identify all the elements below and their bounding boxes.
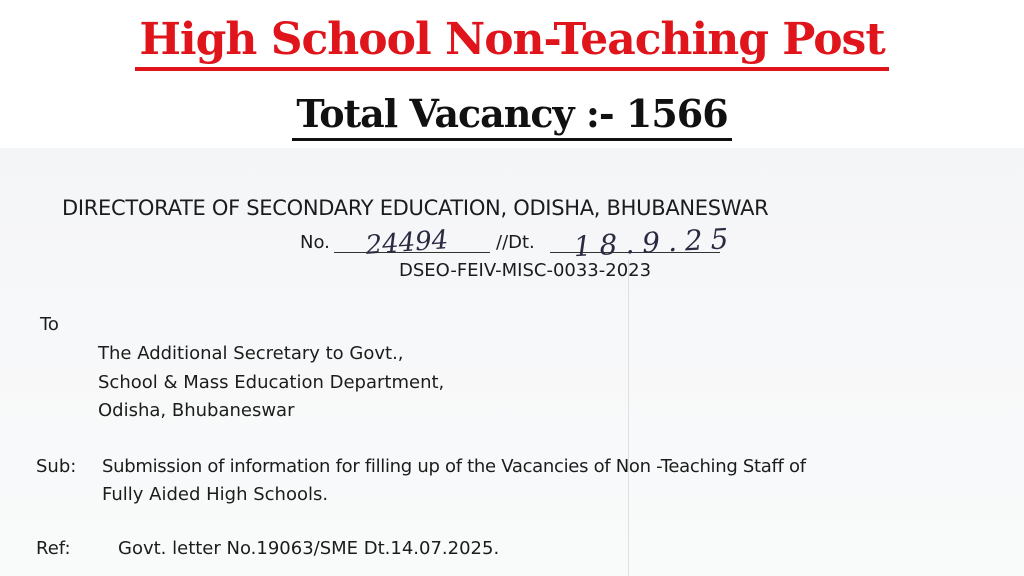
letter-date-handwritten: 18.9.25 bbox=[572, 221, 738, 264]
total-vacancy-heading bbox=[0, 90, 1024, 138]
to-label: To bbox=[40, 314, 59, 335]
reference-value: Govt. letter No.19063/SME Dt.14.07.2025. bbox=[118, 538, 500, 559]
file-code: DSEO-FEIV-MISC-0033-2023 bbox=[399, 260, 652, 281]
addressee-line: School & Mass Education Department, bbox=[98, 372, 445, 393]
subject-line: Submission of information for filling up of the Vacancies of Non -Teaching Staff of bbox=[102, 456, 806, 477]
paper-fold-line bbox=[628, 260, 629, 576]
letter-no-handwritten: 24494 bbox=[364, 225, 450, 261]
headline-text: High School Non-Teaching Post bbox=[135, 14, 888, 71]
letter-date-label: //Dt. bbox=[496, 232, 535, 253]
subject-label: Sub: bbox=[36, 456, 77, 477]
addressee-line: The Additional Secretary to Govt., bbox=[98, 343, 404, 364]
letter-number-row bbox=[300, 221, 770, 264]
reference-label: Ref: bbox=[36, 538, 71, 559]
letter-no-label: No. bbox=[300, 232, 330, 253]
subject-line: Fully Aided High Schools. bbox=[102, 484, 329, 505]
addressee-line: Odisha, Bhubaneswar bbox=[98, 400, 295, 421]
headline bbox=[0, 12, 1024, 68]
issuer-heading: DIRECTORATE OF SECONDARY EDUCATION, ODISHA, BHUBANESWAR bbox=[62, 196, 769, 220]
total-vacancy-text: Total Vacancy :- 1566 bbox=[292, 91, 731, 141]
